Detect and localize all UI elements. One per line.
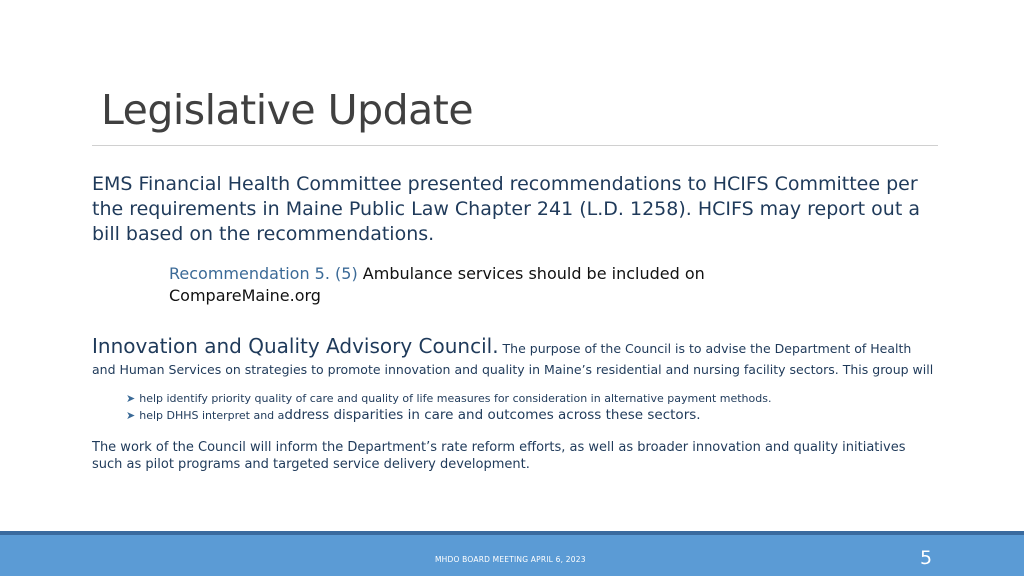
recommendation-label: Recommendation 5. (5) (169, 264, 363, 283)
iqac-heading: Innovation and Quality Advisory Council. (92, 334, 499, 358)
slide-title: Legislative Update (101, 86, 474, 134)
iqac-intro: The purpose of the Council is to advise the Department of Health and Human Services on strategies to promote innovation and quality in Maine’s residential and nursing facility sectors. This group will (92, 341, 934, 377)
recommendation-block (169, 263, 809, 307)
bullet-item (126, 391, 946, 407)
bullet-text-large: ddress disparities in care and outcomes across these sectors. (284, 407, 701, 423)
page-number: 5 (920, 547, 933, 569)
recommendation-text: Ambulance services should be included on CompareMaine.org (169, 264, 705, 305)
ems-committee-paragraph: EMS Financial Health Committee presented recommendations to HCIFS Committee per the requirements in Maine Public Law Chapter 241 (L.D. 1258). HCIFS may report out a bill based on the recommendations. (92, 173, 920, 245)
arrow-bullet-icon: ➤ (126, 392, 136, 405)
iqac-paragraph (92, 333, 938, 378)
arrow-bullet-icon: ➤ (126, 409, 136, 422)
bullet-text-small: help DHHS interpret and a (139, 409, 285, 422)
iqac-bullet-list (126, 391, 946, 424)
bullet-text: help identify priority quality of care and quality of life measures for consideration in alternative payment methods. (139, 392, 772, 405)
closing-paragraph: The work of the Council will inform the Department’s rate reform efforts, as well as broader innovation and quality initiatives such as pilot programs and targeted service delivery development. (92, 440, 906, 472)
footer-text: MHDO BOARD MEETING APRIL 6, 2023 (435, 555, 586, 564)
title-divider (92, 145, 938, 146)
bullet-item (126, 407, 946, 424)
